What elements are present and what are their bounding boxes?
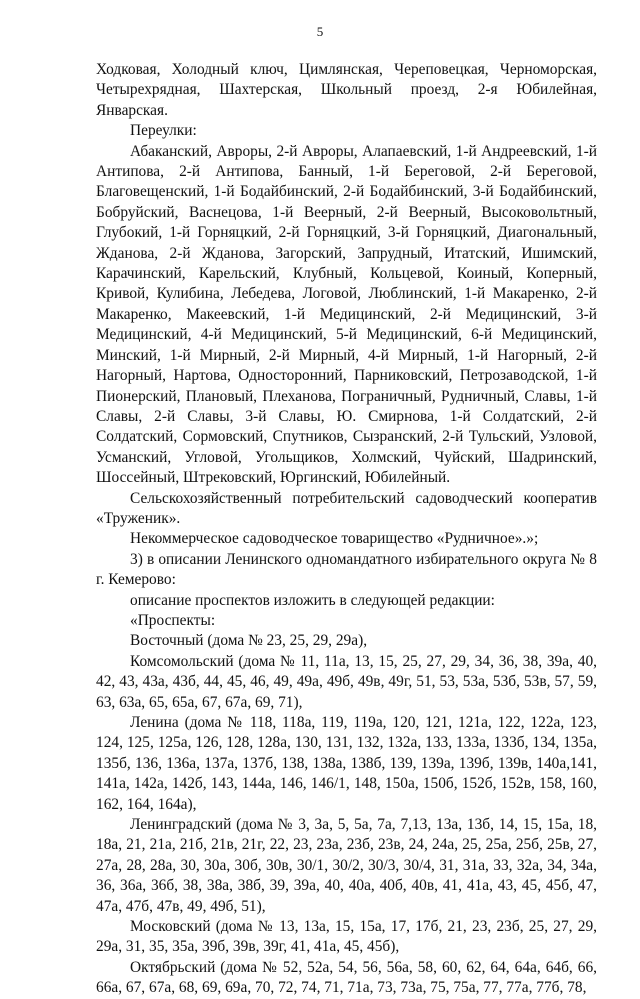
paragraph-avenue-moskovsky: Московский (дома № 13, 13а, 15, 15а, 17, 17б, 21, 23, 23б, 25, 27, 29, 29а, 31, 35, 35а, 39б, 39в, 39г, 41, 41а, 45, 45б), [96,918,597,956]
paragraph-cooperative: Сельскохозяйственный потребительский садоводческий кооператив «Труженик». [96,489,597,527]
paragraph-avenues-instruction: описание проспектов изложить в следующей редакции: [130,591,495,609]
paragraph-partnership: Некоммерческое садоводческое товарищество «Рудничное».»; [130,530,539,548]
paragraph-avenues-heading: «Проспекты: [130,611,216,629]
paragraph-avenue-lenina: Ленина (дома № 118, 118а, 119, 119а, 120, 121, 121а, 122, 122а, 123, 124, 125, 125а, 126, 128, 128а, 130, 131, 132, 132а, 133, 133а, 133б, 134, 135а, 135б, 136, 136а, 137а, 137б, 138, 138а, 138б, 139, 139а, 139б, 139в, 140а,141, 141а, 142а, 142б, 143, 144а, 146, 146/1, 148, 150а, 150б, 152б, 152в, 158, 160, 162, 164, 164а), [96,714,597,813]
paragraph-avenue-vostochny: Восточный (дома № 23, 25, 29, 29а), [130,632,368,650]
paragraph-district-8: 3) в описании Ленинского одномандатного избирательного округа № 8 г. Кемерово: [96,550,597,589]
paragraph-avenue-leningradsky: Ленинградский (дома № 3, 3а, 5, 5а, 7а, 7,13, 13а, 13б, 14, 15, 15а, 18, 18а, 21, 21а, 21б, 21в, 21г, 22, 23, 23а, 23б, 23в, 24, 24а, 25, 25а, 25б, 25в, 27, 27а, 28, 28а, 30, 30а, 30б, 30в, 30/1, 30/2, 30/3, 30/4, 31, 31а, 33, 32а, 34, 34а, 36, 36а, 36б, 38, 38а, 38б, 39, 39а, 40, 40а, 40б, 40в, 41, 41а, 43, 45, 45б, 47, 47а, 47б, 47в, 49, 49б, 51), [96,816,597,915]
document-body [96,60,597,999]
paragraph-streets-continuation: Ходковая, Холодный ключ, Цимлянская, Череповецкая, Черноморская, Четырехрядная, Шахтерская, Школьный проезд, 2-я Юбилейная, Январская. [96,61,597,119]
paragraph-avenue-komsomolsky: Комсомольский (дома № 11, 11а, 13, 15, 25, 27, 29, 34, 36, 38, 39а, 40, 42, 43, 43а, 43б, 44, 45, 46, 49, 49а, 49б, 49в, 49г, 51, 53, 53а, 53б, 53в, 57, 59, 63, 63а, 65, 65а, 67, 67а, 69, 71), [96,652,597,711]
paragraph-lanes-list: Абаканский, Авроры, 2-й Авроры, Алапаевский, 1-й Андреевский, 1-й Антипова, 2-й Антипова, Банный, 1-й Береговой, 2-й Береговой, Благовещенский, 1-й Бодайбинский, 2-й Бодайбинский, 3-й Бодайбинский, Бобруйский, Васнецова, 1-й Веерный, 2-й Веерный, Высоковольтный, Глубокий, 1-й Горняцкий, 2-й Горняцкий, 3-й Горняцкий, Диагональный, Жданова, 2-й Жданова, Загорский, Запрудный, Итатский, Ишимский, Карачинский, Карельский, Клубный, Кольцевой, Коиный, Коперный, Кривой, Кулибина, Лебедева, Логовой, Люблинский, 1-й Макаренко, 2-й Макаренко, Макеевский, 1-й Медицинский, 2-й Медицинский, 3-й Медицинский, 4-й Медицинский, 5-й Медицинский, 6-й Медицинский, Минский, 1-й Мирный, 2-й Мирный, 4-й Мирный, 1-й Нагорный, 2-й Нагорный, Нартова, Односторонний, Парниковский, Петрозаводской, 1-й Пионерский, Плановый, Плеханова, Пограничный, Рудничный, Славы, 1-й Славы, 2-й Славы, 3-й Славы, Ю. Смирнова, 1-й Солдатский, 2-й Солдатский, Сормовский, Спутников, Сызранский, 2-й Тульский, Узловой, Усманский, Угловой, Угольщиков, Холмский, Чуйский, Шадринский, Шоссейный, Штрековский, Юргинский, Юбилейный. [96,142,597,487]
paragraph-avenue-oktyabrsky: Октябрьский (дома № 52, 52а, 54, 56, 56а, 58, 60, 62, 64, 64а, 64б, 66, 66а, 67, 67а, 68, 69, 69а, 70, 72, 74, 71, 71а, 73, 73а, 75, 75а, 77, 77а, 77б, 78, [96,958,597,997]
paragraph-lanes-heading: Переулки: [130,122,197,140]
page-number: 5 [316,24,324,39]
